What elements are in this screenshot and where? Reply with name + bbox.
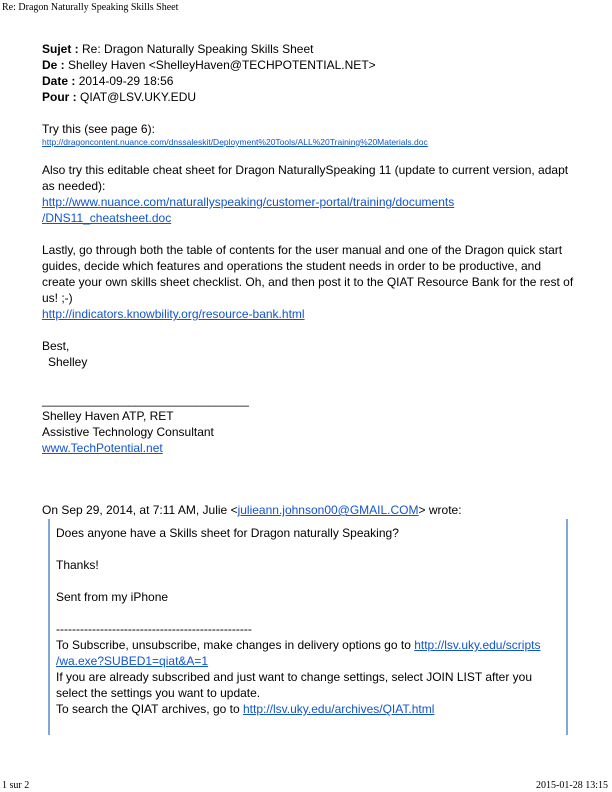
from-row [42,57,577,73]
subject-label: Sujet : [42,42,79,56]
to-row [42,89,577,105]
closing-text: Best, [42,339,70,353]
to-value: QIAT@LSV.UKY.EDU [80,90,197,104]
quote-thanks: Thanks! [56,558,99,572]
quote-intro-prefix: On Sep 29, 2014, at 7:11 AM, Julie < [42,503,238,517]
signature-divider: _______________________________ [42,393,249,407]
print-timestamp: 2015-01-28 13:15 [536,780,608,791]
dragon-content-link[interactable]: http://dragoncontent.nuance.com/dnssaleskit/Deployment%20Tools/ALL%20Training%20Materials.doc [42,137,428,147]
subject-value: Re: Dragon Naturally Speaking Skills Sheet [82,42,314,56]
quoted-message [48,519,568,735]
page-number: 1 sur 2 [2,780,30,791]
techpotential-link[interactable]: www.TechPotential.net [42,441,163,455]
quote-sent-from: Sent from my iPhone [56,590,169,604]
print-header-title: Re: Dragon Naturally Speaking Skills Sheet [2,2,179,13]
nuance-cheatsheet-link-part1[interactable]: http://www.nuance.com/naturallyspeaking/customer-portal/training/documents [42,195,455,209]
quote-intro [42,502,577,518]
date-label: Date : [42,74,76,88]
signature-title: Assistive Technology Consultant [42,425,214,439]
try-this-text: Try this (see page 6): [42,122,155,136]
email-content [42,41,577,518]
date-row [42,73,577,89]
quote-intro-suffix: > wrote: [418,503,462,517]
date-value: 2014-09-29 18:56 [78,74,174,88]
nuance-cheatsheet-link-part2[interactable]: /DNS11_cheatsheet.doc [42,211,172,225]
to-label: Pour : [42,90,77,104]
also-try-text: Also try this editable cheat sheet for Dragon NaturallySpeaking 11 (update to current version, adapt as needed): [42,163,569,193]
resource-bank-link[interactable]: http://indicators.knowbility.org/resource-bank.html [42,307,305,321]
from-label: De : [42,58,65,72]
lsv-scripts-link-part1[interactable]: http://lsv.uky.edu/scripts [414,638,541,652]
unsubscribe-text: To Subscribe, unsubscribe, make changes in delivery options go to [56,638,415,652]
signoff-name: Shelley [48,355,88,369]
subject-row [42,41,577,57]
quote-question: Does anyone have a Skills sheet for Dragon naturally Speaking? [56,526,399,540]
lsv-scripts-link-part2[interactable]: /wa.exe?SUBED1=qiat&A=1 [56,654,209,668]
quote-search [56,701,566,717]
julie-email-link[interactable]: julieann.johnson00@GMAIL.COM [237,503,419,517]
quote-already-subscribed: If you are already subscribed and just want to change settings, select JOIN LIST after you select the settings you want to update. [56,670,533,700]
qiat-archives-link[interactable]: http://lsv.uky.edu/archives/QIAT.html [242,702,435,716]
from-value: Shelley Haven <ShelleyHaven@TECHPOTENTIAL.NET> [68,58,376,72]
quote-unsubscribe [56,637,566,653]
quote-divider: ------------------------------------------------- [56,622,252,636]
lastly-text: Lastly, go through both the table of contents for the user manual and one of the Dragon quick start guides, decide which features and operations the student needs in order to be productive, and create your own skills sheet checklist. Oh, and then post it to the QIAT Resource Bank for the rest of us! ;-) [42,243,574,305]
search-text: To search the QIAT archives, go to [56,702,243,716]
signature-name: Shelley Haven ATP, RET [42,409,174,423]
